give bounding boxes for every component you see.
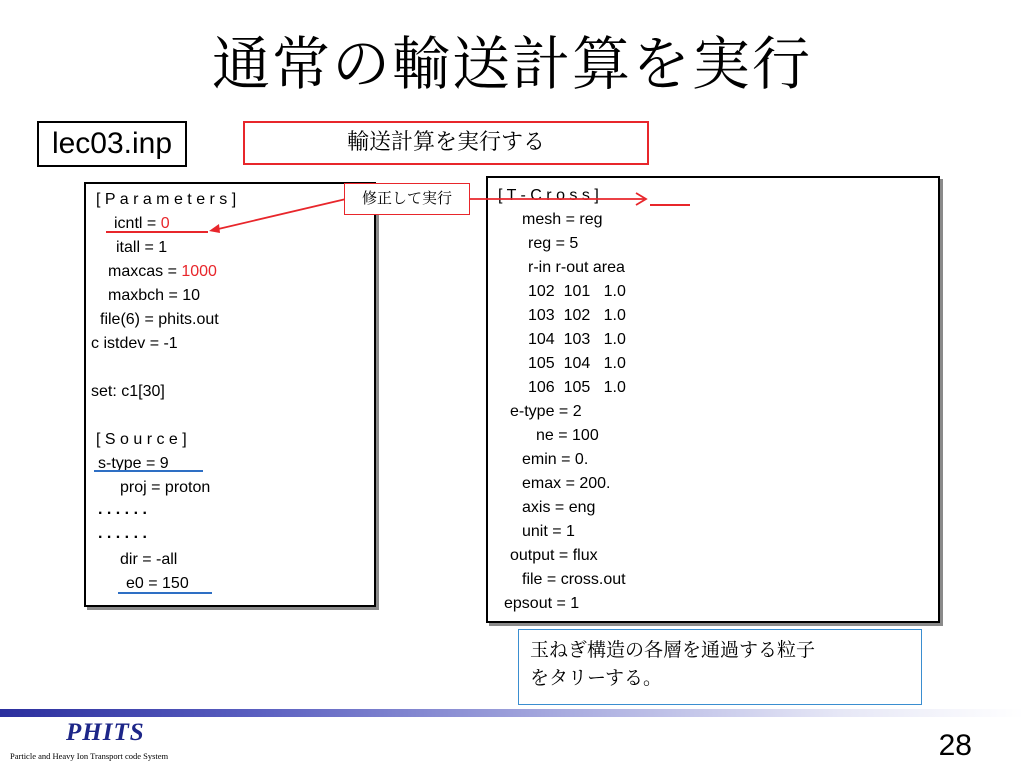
epsout-line: epsout = 1 [504, 595, 580, 612]
tally-note-box [518, 629, 922, 705]
tcross-section-header: [ T - C r o s s ] [498, 187, 599, 204]
ne-line: ne = 100 [536, 427, 599, 444]
region-row: 104 103 1.0 [528, 331, 626, 348]
fix-and-run-callout: 修正して実行 [344, 183, 470, 215]
instruction-banner: 輸送計算を実行する [243, 121, 649, 165]
icntl-key: icntl = [114, 215, 161, 232]
source-section-header: [ S o u r c e ] [96, 431, 187, 448]
axis-line: axis = eng [522, 499, 596, 516]
phits-logo: PHITS [66, 719, 145, 746]
etype-line: e-type = 2 [510, 403, 582, 420]
phits-logo-subtitle: Particle and Heavy Ion Transport code System [10, 751, 169, 761]
icntl-value: 0 [160, 215, 170, 232]
parameters-section-header: [ P a r a m e t e r s ] [96, 191, 237, 208]
input-file-label: lec03.inp [37, 121, 187, 167]
file6-line: file(6) = phits.out [100, 311, 219, 328]
slide-title: 通常の輸送計算を実行 [211, 30, 812, 98]
maxbch-line: maxbch = 10 [108, 287, 201, 304]
file-line: file = cross.out [522, 571, 626, 588]
region-row: 106 105 1.0 [528, 379, 626, 396]
region-row: 103 102 1.0 [528, 307, 626, 324]
footer-gradient-bar [0, 709, 1024, 717]
note-line-2: をタリーする。 [530, 667, 663, 689]
itall-line: itall = 1 [116, 239, 168, 256]
reg-line: reg = 5 [528, 235, 579, 252]
set-line: set: c1[30] [91, 383, 165, 400]
callout-arrowhead-left [209, 224, 220, 233]
ellipsis-line-1: . . . . . . [98, 501, 147, 518]
output-line: output = flux [510, 547, 598, 564]
e0-line: e0 = 150 [126, 575, 189, 592]
ellipsis-line-2: . . . . . . [98, 525, 147, 542]
emin-line: emin = 0. [522, 451, 589, 468]
proj-line: proj = proton [120, 479, 211, 496]
page-number: 28 [938, 729, 972, 762]
mesh-line: mesh = reg [522, 211, 603, 228]
region-row: 102 101 1.0 [528, 283, 626, 300]
callout-arrow-left [214, 199, 346, 230]
maxcas-value: 1000 [181, 263, 217, 280]
unit-line: unit = 1 [522, 523, 575, 540]
region-row: 105 104 1.0 [528, 355, 626, 372]
stype-line: s-type = 9 [98, 455, 169, 472]
istdev-line: c istdev = -1 [91, 335, 178, 352]
note-line-1: 玉ねぎ構造の各層を通過する粒子 [530, 639, 816, 661]
region-header-line: r-in r-out area [528, 259, 625, 276]
maxcas-key: maxcas = [108, 263, 182, 280]
dir-line: dir = -all [120, 551, 178, 568]
emax-line: emax = 200. [522, 475, 611, 492]
